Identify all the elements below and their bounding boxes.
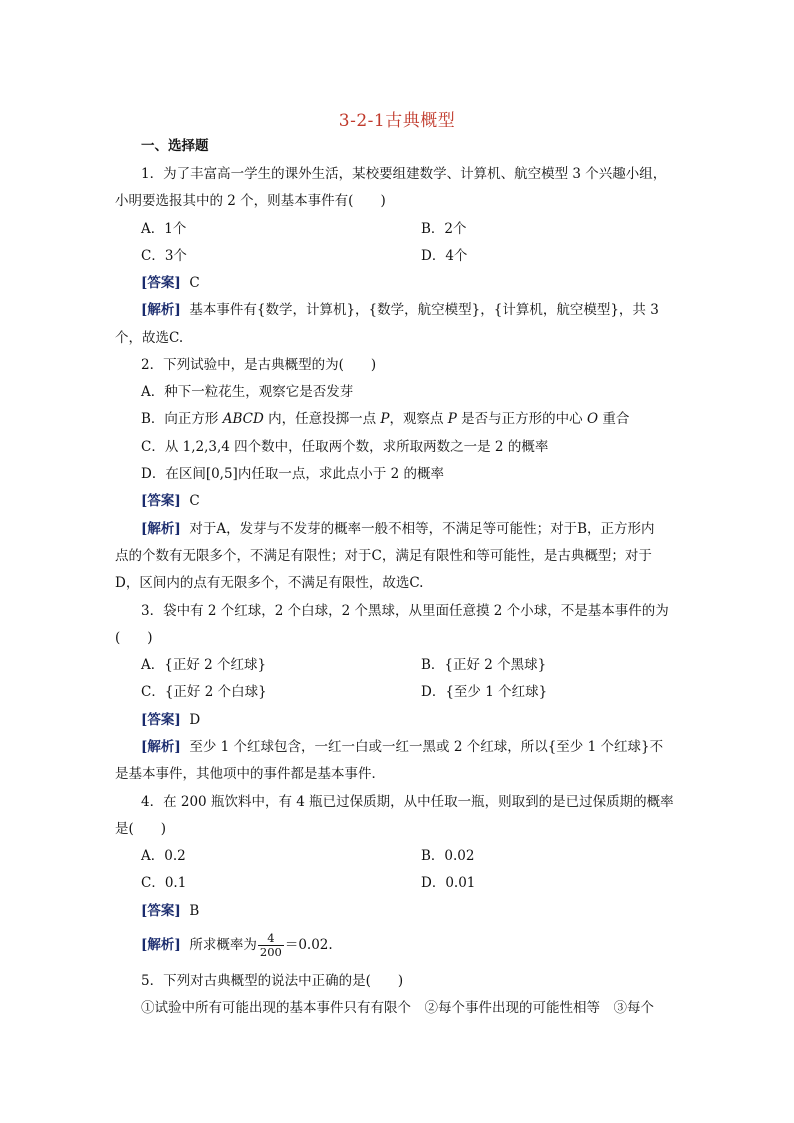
fraction-denominator: 200 xyxy=(259,945,282,959)
q1-option-c: C．3个 xyxy=(141,248,187,264)
fraction xyxy=(258,932,284,959)
q4-option-d: D．0.01 xyxy=(421,875,476,891)
analysis-tag: [解析] xyxy=(141,739,181,755)
section-heading: 一、选择题 xyxy=(141,138,209,154)
answer-tag: [答案] xyxy=(141,712,181,728)
q4-option-b: B．0.02 xyxy=(421,848,475,864)
q1-stem-line1: 1．为了丰富高一学生的课外生活，某校要组建数学、计算机、航空模型 3 个兴趣小组， xyxy=(141,166,667,182)
q4-answer xyxy=(141,902,199,920)
q1-option-d: D．4个 xyxy=(421,248,468,264)
q3-stem-line2: ( ) xyxy=(115,630,153,646)
analysis-tag: [解析] xyxy=(141,937,181,953)
q5-stem: 5．下列对古典概型的说法中正确的是( ) xyxy=(141,973,404,989)
q4-analysis xyxy=(141,930,333,960)
q3-option-a: A．{正好 2 个红球} xyxy=(141,657,267,673)
q3-option-b: B．{正好 2 个黑球} xyxy=(421,657,547,673)
page-title: 3-2-1古典概型 xyxy=(338,111,456,131)
q1-stem-line2: 小明要选报其中的 2 个，则基本事件有( ) xyxy=(115,193,386,209)
var-o: O xyxy=(586,411,599,427)
q3-option-d: D．{至少 1 个红球} xyxy=(421,684,548,700)
analysis-tag: [解析] xyxy=(141,302,181,318)
answer-tag: [答案] xyxy=(141,493,181,509)
q2-b-text: 是否与正方形的中心 xyxy=(456,411,587,427)
q4-option-a: A．0.2 xyxy=(141,848,186,864)
q2-option-c: C．从 1,2,3,4 四个数中，任取两个数，求所取两数之一是 2 的概率 xyxy=(141,439,549,455)
q4-stem-line2: 是( ) xyxy=(115,821,167,837)
q3-option-c: C．{正好 2 个白球} xyxy=(141,684,267,700)
q2-b-text: 内，任意投掷一点 xyxy=(263,411,381,427)
answer-tag: [答案] xyxy=(141,903,181,919)
q2-option-d: D．在区间[0,5]内任取一点，求此点小于 2 的概率 xyxy=(141,466,444,482)
answer-value: C xyxy=(189,275,200,291)
q2-stem: 2．下列试验中，是古典概型的为( ) xyxy=(141,357,377,373)
q4-stem-line1: 4．在 200 瓶饮料中，有 4 瓶已过保质期，从中任取一瓶，则取到的是已过保质期的概率 xyxy=(141,794,674,810)
q1-analysis-line1 xyxy=(141,301,659,319)
analysis-tag: [解析] xyxy=(141,521,181,537)
q2-b-text: ，观察点 xyxy=(389,411,448,427)
q2-b-text: B．向正方形 xyxy=(141,411,223,427)
q3-analysis-line1 xyxy=(141,738,663,756)
q2-answer xyxy=(141,492,200,510)
answer-value: C xyxy=(189,493,200,509)
q2-analysis-line2: 点的个数有无限多个，不满足有限性；对于C，满足有限性和等可能性，是古典概型；对于 xyxy=(115,548,652,564)
analysis-text: 基本事件有{数学，计算机}，{数学，航空模型}，{计算机，航空模型}，共 3 xyxy=(189,302,659,318)
q1-analysis-line2: 个，故选C. xyxy=(115,330,184,346)
answer-tag: [答案] xyxy=(141,275,181,291)
analysis-result: ＝0.02. xyxy=(284,937,333,953)
q2-option-a: A．种下一粒花生，观察它是否发芽 xyxy=(141,384,354,400)
var-p: P xyxy=(447,411,457,427)
var-abcd: ABCD xyxy=(222,411,264,427)
answer-value: B xyxy=(189,903,200,919)
q2-option-b xyxy=(141,410,629,428)
q1-answer xyxy=(141,274,200,292)
q1-option-a: A．1个 xyxy=(141,221,187,237)
analysis-text: 所求概率为 xyxy=(189,937,257,953)
answer-value: D xyxy=(189,712,201,728)
q2-b-text: 重合 xyxy=(598,411,630,427)
q5-statements: ①试验中所有可能出现的基本事件只有有限个 ②每个事件出现的可能性相等 ③每个 xyxy=(141,1000,654,1016)
q4-option-c: C．0.1 xyxy=(141,875,187,891)
q3-analysis-line2: 是基本事件，其他项中的事件都是基本事件． xyxy=(115,766,385,782)
var-p: P xyxy=(380,411,390,427)
q3-stem-line1: 3．袋中有 2 个红球，2 个白球，2 个黑球，从里面任意摸 2 个小球，不是基本事件的为 xyxy=(141,603,669,619)
fraction-numerator: 4 xyxy=(258,932,284,946)
q3-answer xyxy=(141,711,200,729)
analysis-text: 对于A，发芽与不发芽的概率一般不相等，不满足等可能性；对于B，正方形内 xyxy=(189,521,655,537)
analysis-text: 至少 1 个红球包含，一红一白或一红一黑或 2 个红球，所以{至少 1 个红球}不 xyxy=(189,739,664,755)
q2-analysis-line1 xyxy=(141,520,655,538)
q2-analysis-line3: D，区间内的点有无限多个，不满足有限性，故选C. xyxy=(115,575,424,591)
q1-option-b: B．2个 xyxy=(421,221,467,237)
